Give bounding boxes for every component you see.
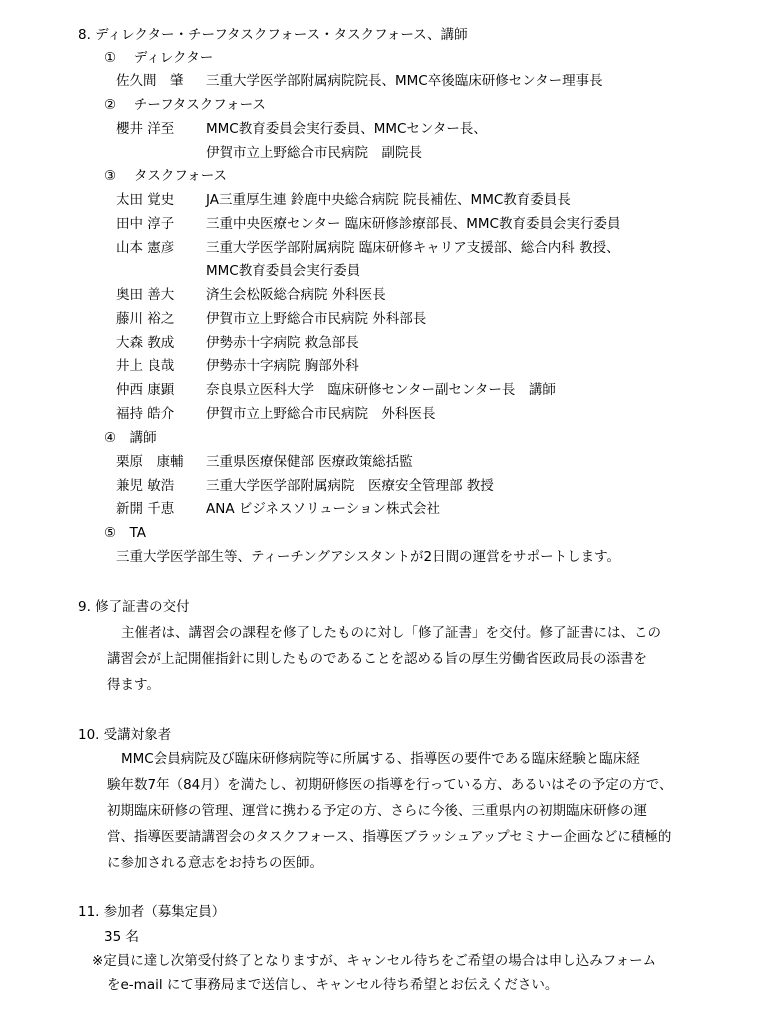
member-affiliation: 三重大学医学部附属病院院長、MMC卒後臨床研修センター理事長 [206, 73, 603, 89]
member-affiliation: 三重大学医学部附属病院 医療安全管理部 教授 [206, 478, 494, 494]
member-name: 大森 教成 [116, 335, 175, 351]
section-9-heading: 9. 修了証書の交付 [78, 599, 190, 615]
section-10-heading: 10. 受講対象者 [78, 727, 172, 743]
note-line: ※定員に達し次第受付終了となりますが、キャンセル待ちをご希望の場合は申し込みフォーム [92, 953, 657, 969]
paragraph-line: 講習会が上記開催指針に則したものであることを認める旨の厚生労働省医政局長の添書を [107, 651, 647, 667]
member-name: 井上 良哉 [116, 358, 175, 374]
participant-count: 35 名 [104, 929, 139, 945]
member-affiliation-cont: MMC教育委員会実行委員 [206, 263, 361, 279]
member-affiliation-cont: 伊賀市立上野総合市民病院 副院長 [206, 145, 422, 161]
member-affiliation: 三重中央医療センター 臨床研修診療部長、MMC教育委員会実行委員 [206, 216, 621, 232]
member-name: 福持 皓介 [116, 406, 175, 422]
member-affiliation: 三重県医療保健部 医療政策総括監 [206, 454, 413, 470]
taskforce-label: ③ タスクフォース [104, 168, 228, 184]
member-affiliation: 伊賀市立上野総合市民病院 外科部長 [206, 311, 427, 327]
member-name: 櫻井 洋至 [116, 121, 175, 137]
member-affiliation: 伊賀市立上野総合市民病院 外科医長 [206, 406, 436, 422]
member-affiliation: 済生会松阪総合病院 外科医長 [206, 287, 386, 303]
paragraph-line: に参加される意志をお持ちの医師。 [107, 855, 323, 871]
member-name: 新開 千恵 [116, 501, 175, 517]
member-name: 仲西 康顕 [116, 382, 175, 398]
lecturers-label: ④ 講師 [104, 430, 157, 446]
member-affiliation: 奈良県立医科大学 臨床研修センター副センター長 講師 [206, 382, 556, 398]
chief-taskforce-label: ② チーフタスクフォース [104, 97, 266, 113]
member-name: 山本 憲彦 [116, 240, 175, 256]
member-name: 田中 淳子 [116, 216, 175, 232]
paragraph-line: 初期臨床研修の管理、運営に携わる予定の方、さらに今後、三重県内の初期臨床研修の運 [107, 803, 647, 819]
member-name: 栗原 康輔 [116, 454, 184, 470]
section-8-heading: 8. ディレクター・チーフタスクフォース・タスクフォース、講師 [78, 27, 468, 43]
member-affiliation: JA三重厚生連 鈴鹿中央総合病院 院長補佐、MMC教育委員長 [206, 192, 571, 208]
member-name: 佐久間 肇 [116, 73, 184, 89]
member-affiliation: ANA ビジネスソリューション株式会社 [206, 501, 441, 517]
note-line: をe-mail にて事務局まで送信し、キャンセル待ち希望とお伝えください。 [107, 977, 559, 993]
member-name: 兼児 敏浩 [116, 478, 175, 494]
paragraph-line: 得ます。 [107, 677, 160, 693]
member-name: 藤川 裕之 [116, 311, 175, 327]
member-affiliation: 三重大学医学部附属病院 臨床研修キャリア支援部、総合内科 教授、 [206, 240, 620, 256]
member-name: 奥田 善大 [116, 287, 175, 303]
paragraph-line: 験年数7年（84月）を満たし、初期研修医の指導を行っている方、あるいはその予定の方で、 [107, 777, 673, 793]
ta-label: ⑤ TA [104, 525, 147, 541]
ta-description: 三重大学医学部生等、ティーチングアシスタントが2日間の運営をサポートします。 [116, 549, 621, 565]
member-affiliation: 伊勢赤十字病院 救急部長 [206, 335, 359, 351]
member-affiliation: 伊勢赤十字病院 胸部外科 [206, 358, 359, 374]
paragraph-line: 主催者は、講習会の課程を修了したものに対し「修了証書」を交付。修了証書には、この [121, 625, 661, 641]
director-label: ① ディレクター [104, 50, 214, 66]
paragraph-line: 営、指導医要請講習会のタスクフォース、指導医ブラッシュアップセミナー企画などに積極的 [107, 829, 672, 845]
member-affiliation: MMC教育委員会実行委員、MMCセンター長、 [206, 121, 487, 137]
section-11-heading: 11. 参加者（募集定員） [78, 904, 226, 920]
paragraph-line: MMC会員病院及び臨床研修病院等に所属する、指導医の要件である臨床経験と臨床経 [121, 751, 640, 767]
member-name: 太田 覚史 [116, 192, 175, 208]
